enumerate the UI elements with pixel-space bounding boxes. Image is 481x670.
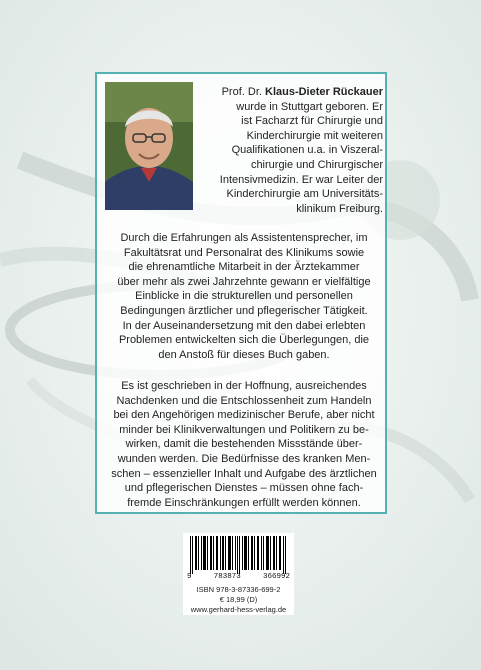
barcode-box	[183, 533, 294, 615]
barcode-digits	[187, 573, 290, 581]
isbn-barcode	[187, 536, 290, 574]
author-prefix: Prof. Dr.	[221, 86, 265, 98]
paragraph-experience: Durch die Erfahrungen als Assistentensprecher, im Fakultätsrat und Personalrat des Klinikums sowie die ehrenamtliche Mitarbeit in der Ärztekammer über mehr als zwei Jahrzehnte gewann er vielfältige Einblicke in die strukturellen und personellen Bedingungen ärztlicher und pflegerischer Tätigkeit. In der Auseinandersetzung mit den dabei erlebten Problemen entwickelten sich die Überlegungen, die den Anstoß für dieses Buch gaben.	[117, 232, 371, 361]
barcode-digit-lead: 9	[187, 573, 192, 581]
author-photo	[105, 82, 193, 210]
author-name: Klaus-Dieter Rückauer	[265, 86, 383, 98]
author-bio	[205, 85, 383, 216]
price-text: € 18,99 (D)	[219, 595, 258, 604]
publisher-url: www.gerhard-hess-verlag.de	[190, 605, 287, 614]
paragraph-purpose: Es ist geschrieben in der Hoffnung, ausreichendes Nachdenken und die Entschlossenheit zum Handeln bei den Angehörigen medizinischer Berufe, aber nicht minder bei Klinikverwaltungen und Politikern zu be- wirken, damit die bestehenden Missstände über- wunden werden. Die Bedürfnisse des kranken Men- schen – essenzieller Inhalt und Aufgabe des ärztlichen und pflegerischen Dienstes – müssen ohne fach- fremde Einschränkungen erfüllt werden können.	[111, 380, 377, 509]
barcode-digits-left: 783873	[213, 573, 241, 581]
text-panel	[95, 72, 387, 514]
isbn-text: ISBN 978-3-87336-699-2	[196, 585, 281, 594]
author-bio-text: wurde in Stuttgart geboren. Er ist Facharzt für Chirurgie und Kinderchirurgie mit weiteren Qualifikationen u.a. in Viszeral- chirurgie und Chirurgischer Intensivmedizin. Er war Leiter der Kinderchirurgie am Universitäts- klinikum Freiburg.	[219, 100, 383, 215]
barcode-digits-right: 366992	[262, 573, 290, 581]
